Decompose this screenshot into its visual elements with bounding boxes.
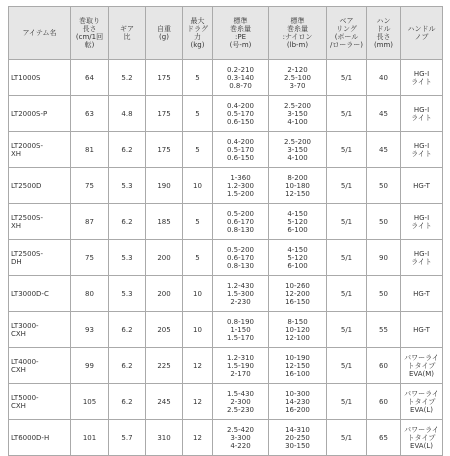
cell-item-name: LT5000- CXH xyxy=(9,384,71,420)
header-handle-length: ハン ドル 長さ (mm) xyxy=(367,7,401,60)
reel-spec-table xyxy=(8,6,443,456)
cell-handle-knob: HG-I ライト xyxy=(401,96,443,132)
cell-pe-line-capacity: 0.5-200 0.6-170 0.8-130 xyxy=(213,240,269,276)
header-gear-ratio: ギア 比 xyxy=(109,7,146,60)
header-row xyxy=(9,7,443,60)
cell-weight: 185 xyxy=(146,204,183,240)
cell-item-name: LT6000D-H xyxy=(9,420,71,456)
cell-pe-line-capacity: 1-360 1.2-300 1.5-200 xyxy=(213,168,269,204)
cell-bearings: 5/1 xyxy=(327,240,367,276)
cell-handle-length: 60 xyxy=(367,348,401,384)
table-row xyxy=(9,204,443,240)
cell-max-drag: 12 xyxy=(183,420,213,456)
cell-gear-ratio: 6.2 xyxy=(109,384,146,420)
cell-item-name: LT2500D xyxy=(9,168,71,204)
table-row xyxy=(9,312,443,348)
cell-nylon-line-capacity: 10-300 14-230 16-200 xyxy=(269,384,327,420)
header-handle-knob: ハンドル ノブ xyxy=(401,7,443,60)
table-row xyxy=(9,96,443,132)
cell-nylon-line-capacity: 8-150 10-120 12-100 xyxy=(269,312,327,348)
cell-handle-length: 55 xyxy=(367,312,401,348)
cell-bearings: 5/1 xyxy=(327,312,367,348)
cell-handle-knob: パワーライ トタイプ EVA(M) xyxy=(401,348,443,384)
cell-bearings: 5/1 xyxy=(327,420,367,456)
cell-weight: 205 xyxy=(146,312,183,348)
cell-handle-length: 40 xyxy=(367,60,401,96)
cell-handle-length: 50 xyxy=(367,168,401,204)
cell-handle-length: 45 xyxy=(367,132,401,168)
cell-item-name: LT1000S xyxy=(9,60,71,96)
cell-handle-knob: HG-T xyxy=(401,276,443,312)
cell-retrieve-length: 99 xyxy=(71,348,109,384)
header-retrieve-length: 巻取り 長さ (cm/1回 転) xyxy=(71,7,109,60)
cell-handle-knob: HG-T xyxy=(401,168,443,204)
cell-nylon-line-capacity: 10-260 12-200 16-150 xyxy=(269,276,327,312)
cell-handle-knob: HG-T xyxy=(401,312,443,348)
header-item-name: アイテム名 xyxy=(9,7,71,60)
cell-handle-length: 50 xyxy=(367,276,401,312)
table-row xyxy=(9,168,443,204)
cell-retrieve-length: 105 xyxy=(71,384,109,420)
cell-gear-ratio: 5.3 xyxy=(109,168,146,204)
cell-item-name: LT3000D-C xyxy=(9,276,71,312)
cell-weight: 175 xyxy=(146,60,183,96)
cell-pe-line-capacity: 0.4-200 0.5-170 0.6-150 xyxy=(213,96,269,132)
cell-max-drag: 5 xyxy=(183,204,213,240)
cell-bearings: 5/1 xyxy=(327,384,367,420)
cell-bearings: 5/1 xyxy=(327,348,367,384)
cell-gear-ratio: 5.3 xyxy=(109,276,146,312)
cell-max-drag: 10 xyxy=(183,312,213,348)
cell-nylon-line-capacity: 2.5-200 3-150 4-100 xyxy=(269,96,327,132)
cell-pe-line-capacity: 0.4-200 0.5-170 0.6-150 xyxy=(213,132,269,168)
cell-max-drag: 12 xyxy=(183,384,213,420)
cell-gear-ratio: 5.7 xyxy=(109,420,146,456)
header-max-drag: 最大 ドラグ 力 (kg) xyxy=(183,7,213,60)
cell-max-drag: 10 xyxy=(183,276,213,312)
cell-retrieve-length: 80 xyxy=(71,276,109,312)
cell-weight: 175 xyxy=(146,132,183,168)
cell-gear-ratio: 6.2 xyxy=(109,132,146,168)
cell-handle-knob: HG-I ライト xyxy=(401,240,443,276)
cell-bearings: 5/1 xyxy=(327,276,367,312)
cell-handle-length: 50 xyxy=(367,204,401,240)
cell-handle-length: 60 xyxy=(367,384,401,420)
cell-max-drag: 10 xyxy=(183,168,213,204)
cell-bearings: 5/1 xyxy=(327,168,367,204)
header-nylon-line-capacity: 標準 巻糸量 :ナイロン (lb-m) xyxy=(269,7,327,60)
table-row xyxy=(9,276,443,312)
cell-gear-ratio: 6.2 xyxy=(109,348,146,384)
cell-nylon-line-capacity: 10-190 12-150 16-100 xyxy=(269,348,327,384)
cell-retrieve-length: 75 xyxy=(71,240,109,276)
header-pe-line-capacity: 標準 巻糸量 :PE (号-m) xyxy=(213,7,269,60)
cell-retrieve-length: 64 xyxy=(71,60,109,96)
cell-item-name: LT2500S- DH xyxy=(9,240,71,276)
cell-handle-knob: パワーライ トタイプ EVA(L) xyxy=(401,420,443,456)
table-row xyxy=(9,240,443,276)
spec-table-container xyxy=(8,6,442,456)
cell-pe-line-capacity: 1.2-310 1.5-190 2-170 xyxy=(213,348,269,384)
cell-handle-knob: HG-I ライト xyxy=(401,132,443,168)
cell-max-drag: 5 xyxy=(183,132,213,168)
cell-retrieve-length: 93 xyxy=(71,312,109,348)
cell-weight: 200 xyxy=(146,240,183,276)
cell-weight: 190 xyxy=(146,168,183,204)
cell-weight: 225 xyxy=(146,348,183,384)
cell-retrieve-length: 63 xyxy=(71,96,109,132)
cell-pe-line-capacity: 2.5-420 3-300 4-220 xyxy=(213,420,269,456)
cell-nylon-line-capacity: 8-200 10-180 12-150 xyxy=(269,168,327,204)
cell-retrieve-length: 75 xyxy=(71,168,109,204)
header-bearings: ベア リング (ボール /ローラー) xyxy=(327,7,367,60)
cell-handle-knob: HG-I ライト xyxy=(401,204,443,240)
cell-item-name: LT2000S-P xyxy=(9,96,71,132)
cell-bearings: 5/1 xyxy=(327,132,367,168)
cell-item-name: LT2000S- XH xyxy=(9,132,71,168)
cell-nylon-line-capacity: 2-120 2.5-100 3-70 xyxy=(269,60,327,96)
cell-bearings: 5/1 xyxy=(327,96,367,132)
cell-gear-ratio: 6.2 xyxy=(109,312,146,348)
cell-gear-ratio: 5.3 xyxy=(109,240,146,276)
cell-handle-knob: パワーライ トタイプ EVA(L) xyxy=(401,384,443,420)
table-row xyxy=(9,348,443,384)
cell-handle-length: 90 xyxy=(367,240,401,276)
table-body xyxy=(9,60,443,456)
cell-handle-length: 65 xyxy=(367,420,401,456)
cell-gear-ratio: 6.2 xyxy=(109,204,146,240)
cell-weight: 175 xyxy=(146,96,183,132)
cell-max-drag: 5 xyxy=(183,240,213,276)
cell-handle-knob: HG-I ライト xyxy=(401,60,443,96)
table-row xyxy=(9,60,443,96)
table-header xyxy=(9,7,443,60)
cell-item-name: LT3000- CXH xyxy=(9,312,71,348)
cell-retrieve-length: 81 xyxy=(71,132,109,168)
cell-weight: 245 xyxy=(146,384,183,420)
cell-pe-line-capacity: 0.2-210 0.3-140 0.8-70 xyxy=(213,60,269,96)
cell-bearings: 5/1 xyxy=(327,60,367,96)
cell-nylon-line-capacity: 14-310 20-250 30-150 xyxy=(269,420,327,456)
cell-item-name: LT2500S- XH xyxy=(9,204,71,240)
cell-pe-line-capacity: 1.2-430 1.5-300 2-230 xyxy=(213,276,269,312)
cell-pe-line-capacity: 1.5-430 2-300 2.5-230 xyxy=(213,384,269,420)
cell-gear-ratio: 5.2 xyxy=(109,60,146,96)
cell-nylon-line-capacity: 2.5-200 3-150 4-100 xyxy=(269,132,327,168)
cell-nylon-line-capacity: 4-150 5-120 6-100 xyxy=(269,240,327,276)
cell-retrieve-length: 87 xyxy=(71,204,109,240)
cell-max-drag: 5 xyxy=(183,60,213,96)
cell-bearings: 5/1 xyxy=(327,204,367,240)
table-row xyxy=(9,132,443,168)
header-weight: 自重 (g) xyxy=(146,7,183,60)
cell-item-name: LT4000- CXH xyxy=(9,348,71,384)
cell-pe-line-capacity: 0.8-190 1-150 1.5-170 xyxy=(213,312,269,348)
cell-gear-ratio: 4.8 xyxy=(109,96,146,132)
cell-weight: 310 xyxy=(146,420,183,456)
cell-max-drag: 5 xyxy=(183,96,213,132)
cell-handle-length: 45 xyxy=(367,96,401,132)
cell-pe-line-capacity: 0.5-200 0.6-170 0.8-130 xyxy=(213,204,269,240)
cell-max-drag: 12 xyxy=(183,348,213,384)
cell-retrieve-length: 101 xyxy=(71,420,109,456)
table-row xyxy=(9,384,443,420)
cell-nylon-line-capacity: 4-150 5-120 6-100 xyxy=(269,204,327,240)
table-row xyxy=(9,420,443,456)
cell-weight: 200 xyxy=(146,276,183,312)
